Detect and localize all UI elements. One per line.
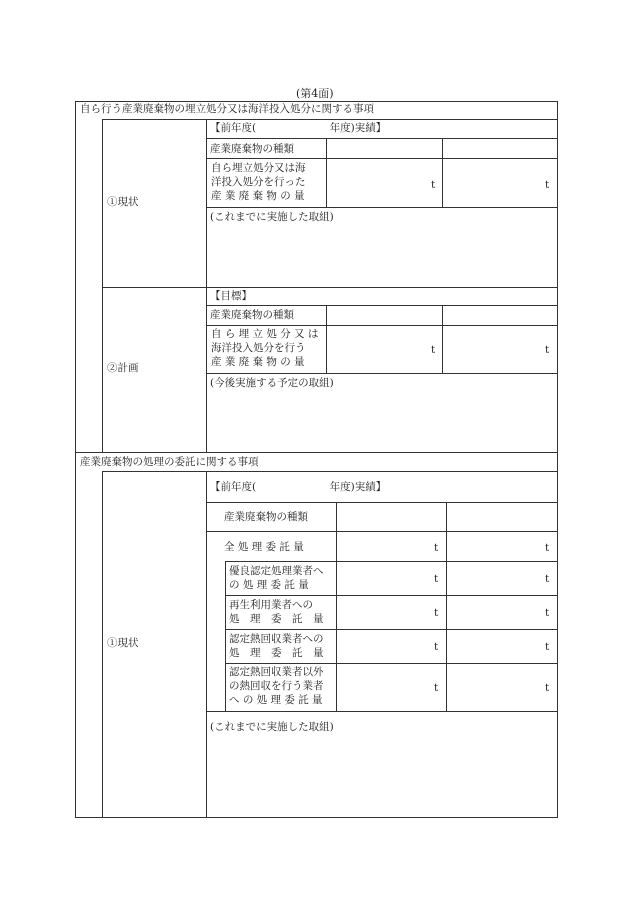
sub-row-label	[229, 564, 324, 592]
section1-current-label: ①現状	[107, 196, 139, 208]
unit-t: t	[434, 573, 439, 585]
amount-label-line: 産 業 廃 棄 物 の 量	[211, 190, 305, 202]
section1-plan-amount-label	[211, 327, 318, 369]
amount-label-line: 自ら埋立処分又は海	[211, 162, 306, 174]
section-divider	[75, 452, 558, 453]
unit-t: t	[545, 607, 550, 619]
sub-row-label	[229, 632, 324, 660]
section1-kind-label: 産業廃棄物の種類	[210, 143, 294, 155]
sub-row-line: 認定熱回収業者以外	[229, 666, 324, 678]
row-rule	[206, 207, 558, 208]
frame-top	[75, 101, 558, 102]
unit-t: t	[545, 344, 550, 356]
page-label: (第4面)	[296, 87, 334, 100]
unit-t: t	[434, 641, 439, 653]
section1-plan-efforts-label: (今後実施する予定の取組)	[210, 377, 334, 389]
row-rule	[225, 629, 558, 630]
section1-heading-rule	[102, 119, 558, 120]
row-rule	[206, 502, 558, 503]
row-rule	[206, 138, 558, 139]
col-line	[326, 138, 327, 208]
sub-row-line: 処 理 委 託 量	[229, 613, 324, 625]
row-rule	[225, 663, 558, 664]
sub-indent-line	[225, 561, 226, 712]
amount-label-line: 産 業 廃 棄 物 の 量	[211, 356, 305, 368]
unit-t: t	[545, 641, 550, 653]
row-rule	[206, 325, 558, 326]
sub-row-line: の 処 理 委 託 量	[229, 579, 309, 591]
row-rule	[225, 561, 558, 562]
sub-row-line: へ の 処 理 委 託 量	[229, 694, 323, 706]
sub-row-line: 再生利用業者への	[229, 599, 313, 611]
section1-label-column-line	[206, 119, 207, 452]
section1-plan-rule	[102, 287, 558, 288]
sub-row-label	[229, 598, 324, 626]
section2-kind-label: 産業廃棄物の種類	[224, 511, 308, 523]
unit-t: t	[545, 542, 550, 554]
section1-indent-line	[102, 119, 103, 452]
unit-t: t	[434, 542, 439, 554]
section2-efforts-label: (これまでに実施した取組)	[210, 721, 334, 733]
row-rule	[206, 711, 558, 712]
section2-heading-rule	[102, 471, 558, 472]
section2-total-label: 全 処 理 委 託 量	[224, 541, 304, 553]
unit-t: t	[434, 682, 439, 694]
sub-row-line: 優良認定処理業者へ	[229, 565, 324, 577]
amount-label-line: 自 ら 埋 立 処 分 又 は	[211, 328, 319, 340]
section2-indent-line	[102, 471, 103, 818]
row-rule	[206, 158, 558, 159]
section1-plan-label: ②計画	[107, 362, 139, 374]
section2-current-label: ①現状	[107, 637, 139, 649]
frame-left	[75, 101, 76, 818]
section1-efforts-label: (これまでに実施した取組)	[210, 211, 334, 223]
unit-t: t	[545, 682, 550, 694]
section2-label-column-line	[206, 471, 207, 818]
sub-row-line: 処 理 委 託 量	[229, 647, 324, 659]
sub-row-line: の熱回収を行う業者	[229, 680, 324, 692]
row-rule	[206, 305, 558, 306]
unit-t: t	[545, 573, 550, 585]
col-line	[336, 502, 337, 712]
row-rule	[225, 595, 558, 596]
unit-t: t	[434, 607, 439, 619]
sub-row-line: 認定熱回収業者への	[229, 633, 324, 645]
col-line	[446, 502, 447, 712]
section2-results-header: 【前年度( 年度)実績】	[210, 481, 387, 493]
section1-target-header: 【目標】	[210, 290, 252, 302]
unit-t: t	[545, 179, 550, 191]
frame-bottom	[75, 817, 558, 818]
col-line	[326, 305, 327, 374]
unit-t: t	[431, 179, 436, 191]
sub-row-label	[229, 665, 324, 707]
amount-label-line: 洋投入処分を行った	[211, 176, 306, 188]
section1-amount-label	[211, 161, 306, 203]
amount-label-line: 海洋投入処分を行う	[211, 342, 306, 354]
row-rule	[206, 373, 558, 374]
row-rule	[206, 531, 558, 532]
unit-t: t	[431, 344, 436, 356]
section1-results-header: 【前年度( 年度)実績】	[210, 122, 387, 134]
col-line	[442, 305, 443, 374]
section1-heading: 自ら行う産業廃棄物の埋立処分又は海洋投入処分に関する事項	[80, 103, 374, 115]
col-line	[442, 138, 443, 208]
section2-heading: 産業廃棄物の処理の委託に関する事項	[80, 456, 259, 468]
section1-plan-kind-label: 産業廃棄物の種類	[210, 309, 294, 321]
